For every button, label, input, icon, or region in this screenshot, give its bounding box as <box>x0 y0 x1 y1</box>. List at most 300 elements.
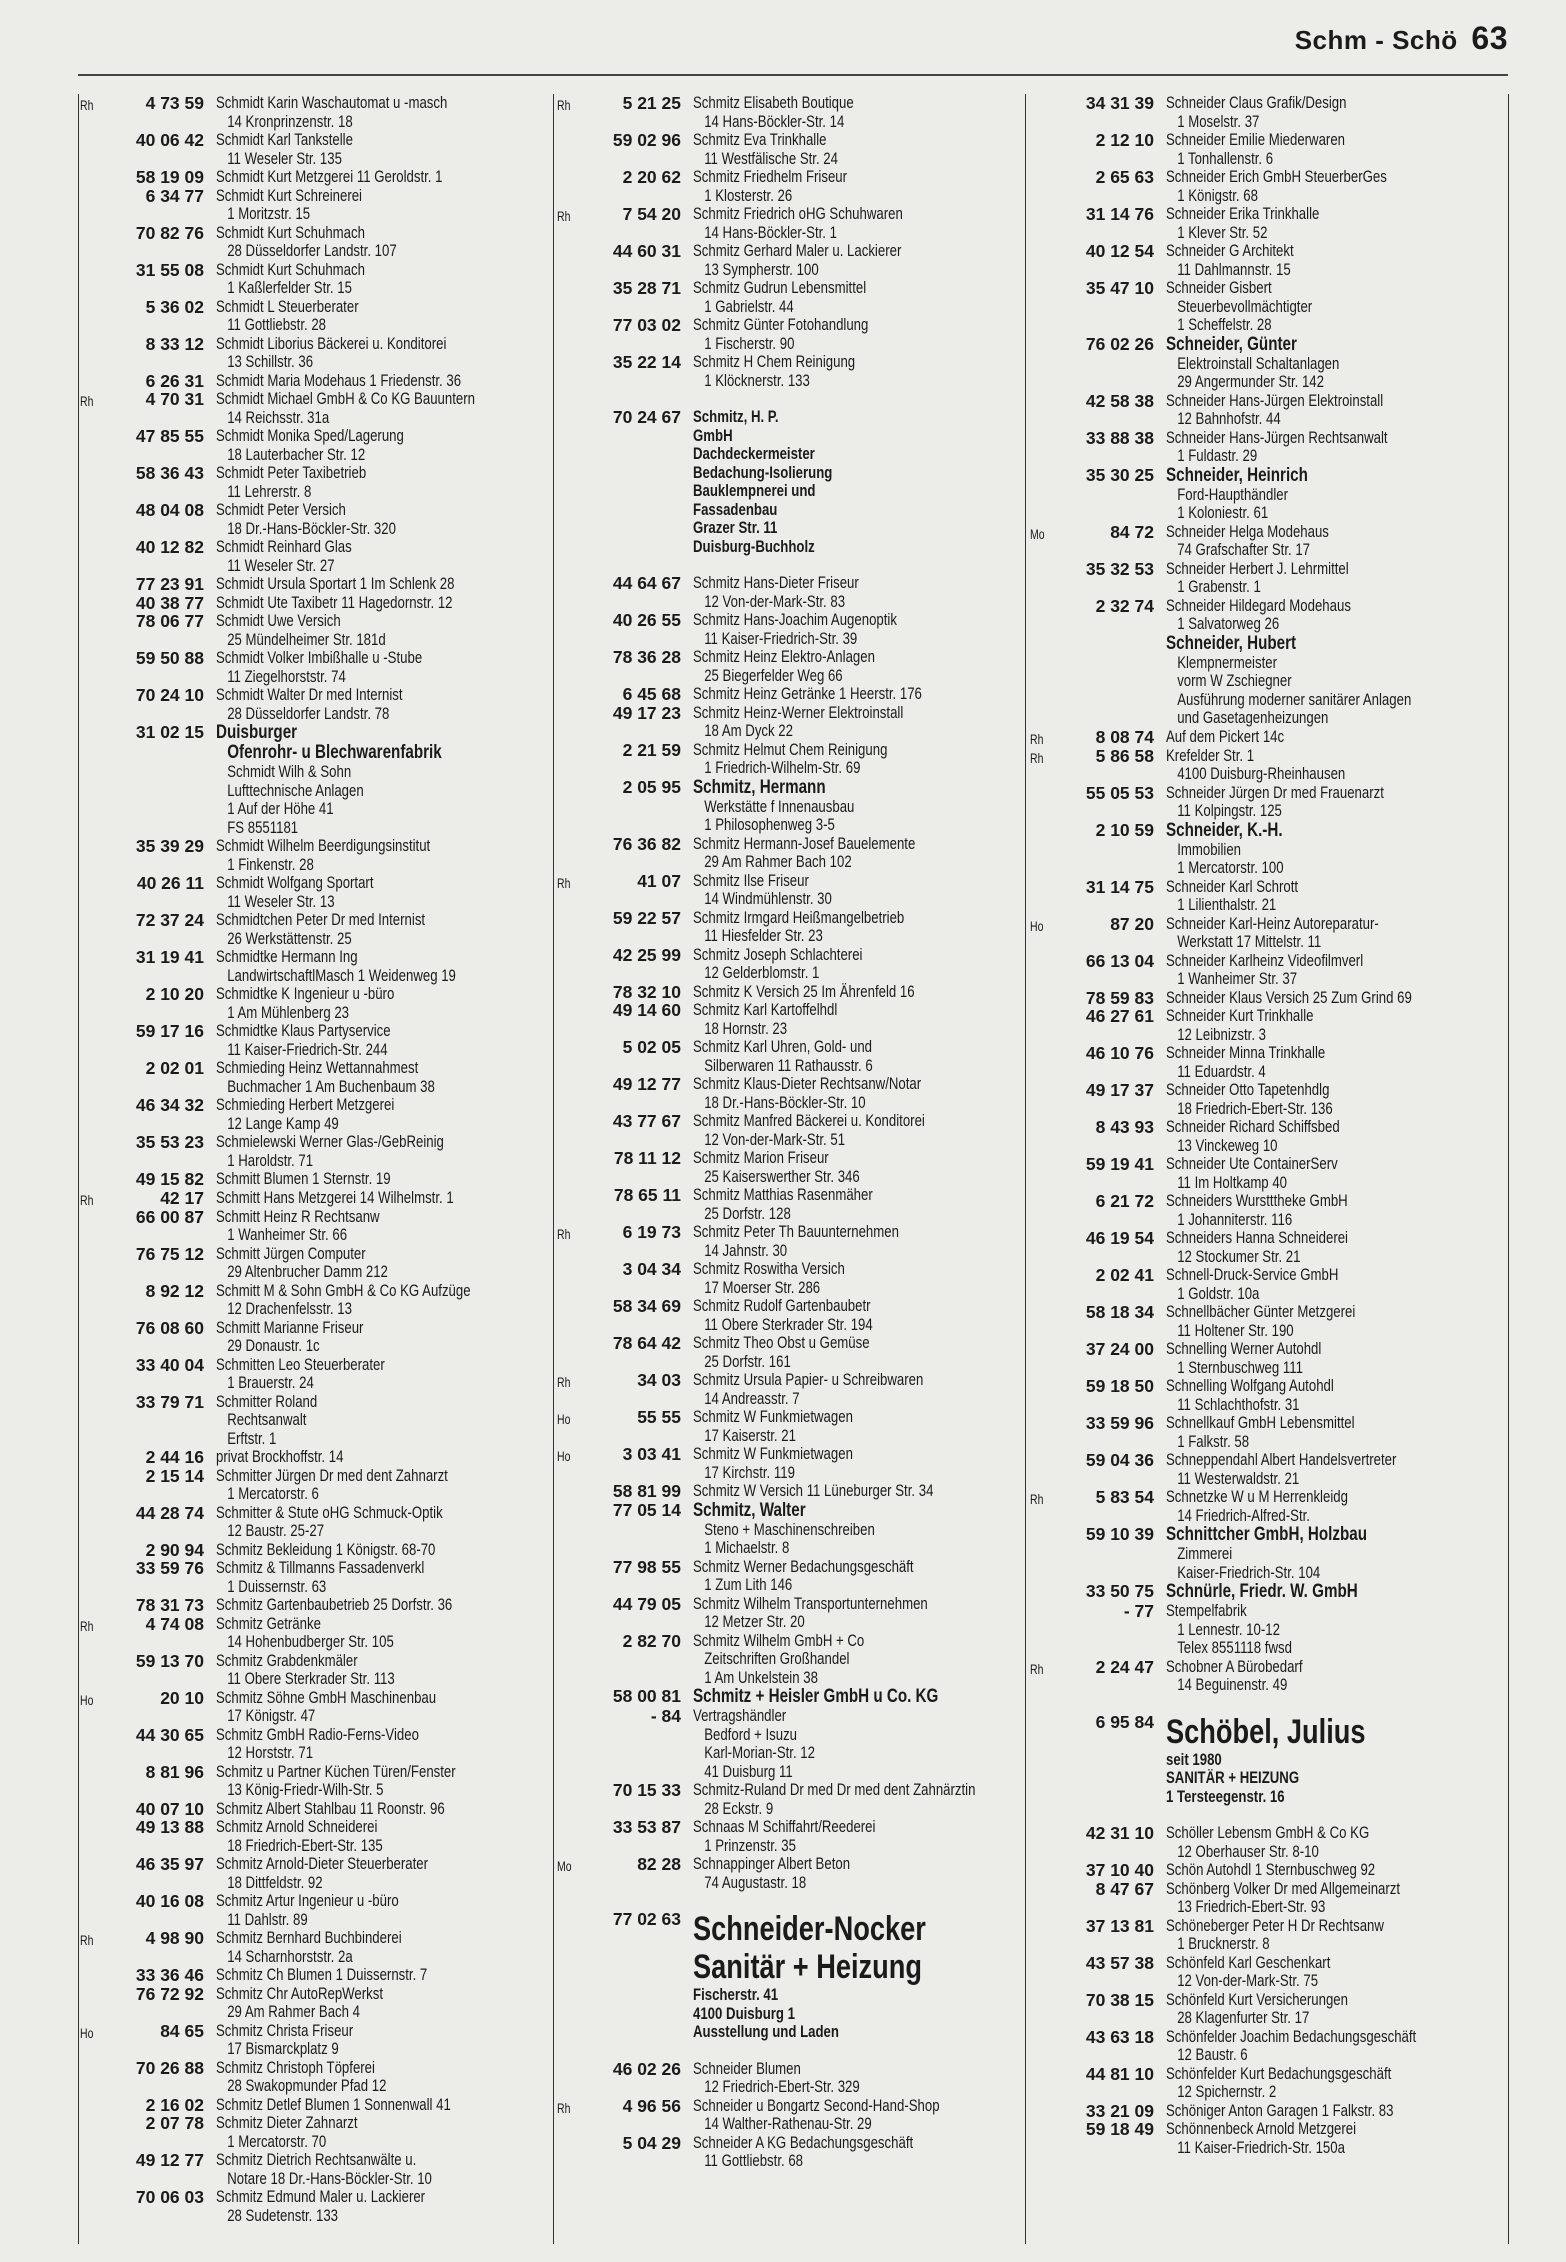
directory-entry <box>1030 2120 1490 2157</box>
entry-text <box>693 1707 1017 1781</box>
entry-text <box>693 1818 1017 1855</box>
area-code <box>1030 1880 1050 1917</box>
entry-text <box>216 837 540 874</box>
entry-name: Schmitt Blumen 1 Sternstr. 19 <box>216 1170 391 1188</box>
entry-name: Schmitz Ch Blumen 1 Duissernstr. 7 <box>216 1966 428 1984</box>
entry-detail: 29 Am Rahmer Bach 4 <box>227 2003 360 2021</box>
entry-detail: 18 Friedrich-Ebert-Str. 135 <box>227 1836 383 1855</box>
directory-entry <box>557 1075 1017 1112</box>
phone-number: 35 30 25 <box>1085 464 1154 485</box>
phone-number: 82 28 <box>637 1854 681 1874</box>
area-code: Ho <box>557 1411 571 1427</box>
entry-name: Schmidtchen Peter Dr med Internist <box>216 911 426 929</box>
area-code <box>1030 634 1050 728</box>
directory-entry <box>557 1408 1017 1445</box>
entry-detail: 12 Spichernstr. 2 <box>1177 2083 1277 2101</box>
entry-text <box>216 501 540 538</box>
entry-text <box>216 538 540 575</box>
entry-detail: 12 Bahnhofstr. 44 <box>1177 410 1281 428</box>
entry-text <box>216 224 540 261</box>
area-code <box>80 298 100 335</box>
entry-name: Schneider Ute ContainerServ <box>1166 1155 1338 1173</box>
area-code <box>80 372 100 391</box>
directory-entry <box>80 911 540 948</box>
entry-detail: 1 Mercatorstr. 100 <box>1177 859 1284 877</box>
phone-number: 8 92 12 <box>145 1280 204 1301</box>
area-code <box>557 574 577 611</box>
phone-number: 59 02 96 <box>612 130 681 150</box>
entry-name: Schmitz u Partner Küchen Türen/Fenster <box>216 1762 456 1781</box>
entry-detail: 1 Salvatorweg 26 <box>1177 615 1280 633</box>
entry-detail: 1 Grabenstr. 1 <box>1177 578 1261 596</box>
entry-text <box>1166 1954 1490 1991</box>
area-code <box>1030 1582 1050 1602</box>
directory-entry <box>557 1038 1017 1075</box>
entry-detail: 1 Goldstr. 10a <box>1177 1284 1260 1303</box>
area-code <box>80 1282 100 1319</box>
phone-number: 40 26 55 <box>612 610 681 630</box>
directory-entry <box>557 1001 1017 1038</box>
area-code <box>1030 1044 1050 1081</box>
phone-number: 2 90 94 <box>145 1539 204 1560</box>
directory-entry <box>80 1319 540 1356</box>
entry-text <box>1166 131 1490 168</box>
directory-entry <box>1030 2065 1490 2102</box>
entry-text <box>216 874 540 911</box>
phone-number: 46 27 61 <box>1085 1006 1154 1026</box>
entry-text <box>216 1133 540 1170</box>
directory-entry <box>557 1632 1017 1688</box>
entry-detail: 11 Lehrerstr. 8 <box>227 482 312 501</box>
phone-number: 78 64 42 <box>612 1333 681 1353</box>
entry-name: Schmitz Dietrich Rechtsanwälte u. <box>216 2151 417 2169</box>
entry-text <box>693 353 1017 390</box>
phone-number: 33 88 38 <box>1085 427 1154 448</box>
area-code <box>557 1149 577 1186</box>
phone-number: 58 81 99 <box>612 1481 681 1501</box>
phone-number: 6 21 72 <box>1095 1191 1154 1211</box>
area-code <box>1030 2102 1050 2121</box>
entry-text <box>216 1059 540 1096</box>
entry-detail: 14 Jahnstr. 30 <box>704 1241 788 1260</box>
entry-detail: 11 Dahlstr. 89 <box>227 1910 308 1929</box>
phone-number: 43 63 18 <box>1085 2026 1154 2047</box>
entry-detail: 28 Eckstr. 9 <box>704 1799 774 1818</box>
entry-name: Schmidtke Klaus Partyservice <box>216 1022 391 1040</box>
area-code <box>80 837 100 874</box>
area-code <box>557 648 577 685</box>
entry-name: Schnellkauf GmbH Lebensmittel <box>1166 1414 1355 1432</box>
directory-entry <box>1030 1991 1490 2028</box>
entry-text <box>216 2151 540 2188</box>
directory-entry <box>80 298 540 335</box>
entry-name: Schmieding Heinz Wettannahmest <box>216 1059 419 1077</box>
entry-detail: Duisburg-Buchholz <box>693 537 815 556</box>
entry-text <box>216 1800 540 1819</box>
entry-name: Schmitz Artur Ingenieur u -büro <box>216 1892 399 1910</box>
entry-text <box>693 1260 1017 1297</box>
area-code <box>80 874 100 911</box>
area-code <box>80 1892 100 1929</box>
entry-detail: Fischerstr. 41 <box>693 1986 779 2004</box>
phone-number: 72 37 24 <box>135 910 204 930</box>
entry-detail: 1 Tonhallenstr. 6 <box>1177 149 1274 168</box>
entry-name: Schneider-Nocker <box>693 1910 926 1948</box>
phone-number: 76 72 92 <box>135 1983 204 2004</box>
entry-detail: 12 Horststr. 71 <box>227 1744 314 1762</box>
entry-spacer <box>557 390 1017 408</box>
phone-number: 49 14 60 <box>612 1000 681 1020</box>
entry-detail: 14 Hans-Böckler-Str. 14 <box>704 112 845 131</box>
entry-text <box>1166 335 1490 392</box>
entry-name: Schmitz-Ruland Dr med Dr med dent Zahnärztin <box>693 1781 976 1799</box>
entry-name: Stempelfabrik <box>1166 1602 1247 1620</box>
phone-number: 44 30 65 <box>135 1724 204 1745</box>
entry-detail: Schmidt Wilh & Sohn <box>227 763 352 781</box>
entry-detail: 1 Mercatorstr. 6 <box>227 1485 319 1503</box>
entry-detail: 13 König-Friedr-Wilh-Str. 5 <box>227 1781 384 1799</box>
area-code <box>557 1334 577 1371</box>
area-code <box>557 983 577 1002</box>
area-code <box>80 1596 100 1615</box>
phone-number: 31 19 41 <box>135 947 204 967</box>
entry-detail: 14 Hans-Böckler-Str. 1 <box>704 223 837 242</box>
directory-entry <box>80 1652 540 1689</box>
area-code <box>1030 1155 1050 1192</box>
entry-text <box>693 1910 1017 2042</box>
entry-detail: 12 Von-der-Mark-Str. 83 <box>704 592 846 611</box>
entry-name: Schneider Erich GmbH SteuerberGes <box>1166 168 1387 186</box>
entry-detail: Zeitschriften Großhandel <box>704 1650 850 1668</box>
entry-name: Schmitz K Versich 25 Im Ährenfeld 16 <box>693 982 915 1001</box>
entry-text <box>216 1208 540 1245</box>
directory-entry <box>80 538 540 575</box>
entry-name: Schmitz W Versich 11 Lüneburger Str. 34 <box>693 1482 934 1500</box>
phone-number: 44 28 74 <box>135 1502 204 1523</box>
entry-text <box>1166 1991 1490 2028</box>
entry-text <box>216 390 540 427</box>
area-code <box>80 538 100 575</box>
phone-number: 8 08 74 <box>1095 726 1154 747</box>
directory-entry <box>80 1726 540 1763</box>
entry-text <box>693 1632 1017 1688</box>
entry-text <box>1166 1340 1490 1377</box>
area-code <box>1030 560 1050 597</box>
directory-entry <box>557 778 1017 835</box>
entry-name: Schneider G Architekt <box>1166 242 1294 260</box>
phone-number: 35 53 23 <box>135 1132 204 1152</box>
area-code <box>557 353 577 390</box>
directory-entry <box>1030 242 1490 279</box>
entry-name: Schmitter & Stute oHG Schmuck-Optik <box>216 1503 443 1522</box>
phone-number: 4 98 90 <box>145 1928 204 1948</box>
entry-text <box>1166 1229 1490 1266</box>
entry-text <box>216 1467 540 1504</box>
entry-name: Schnittcher GmbH, Holzbau <box>1166 1524 1367 1545</box>
entry-text <box>693 1595 1017 1632</box>
entry-detail: 11 Eduardstr. 4 <box>1177 1062 1266 1081</box>
area-code <box>1030 242 1050 279</box>
entry-name: Schmidt Maria Modehaus 1 Friedenstr. 36 <box>216 371 462 390</box>
directory-entry <box>1030 878 1490 915</box>
area-code: Rh <box>557 2099 571 2116</box>
entry-text <box>216 335 540 372</box>
advertisement-entry <box>1030 1713 1490 1807</box>
phone-number: 2 24 47 <box>1095 1656 1154 1677</box>
phone-number: 70 24 67 <box>612 407 681 427</box>
phone-number: 6 95 84 <box>1095 1711 1154 1732</box>
entry-name: Schmitz Getränke <box>216 1614 321 1633</box>
entry-name: Schmitz Dieter Zahnarzt <box>216 2114 358 2132</box>
area-code: Rh <box>557 208 571 224</box>
entry-name: Schmitz Christoph Töpferei <box>216 2058 375 2077</box>
entry-name: Schönfeld Kurt Versicherungen <box>1166 1990 1348 2009</box>
entry-text <box>693 946 1017 983</box>
area-code <box>557 1781 577 1818</box>
entry-name: Schmitt Jürgen Computer <box>216 1244 366 1263</box>
area-code <box>557 704 577 741</box>
entry-name: Schmitz Friedrich oHG Schuhwaren <box>693 205 903 223</box>
area-code <box>1030 1917 1050 1954</box>
entry-name: Schmitt M & Sohn GmbH & Co KG Aufzüge <box>216 1281 471 1300</box>
area-code <box>557 1558 577 1595</box>
entry-text <box>1166 821 1490 878</box>
entry-text <box>1166 1861 1490 1880</box>
entry-text <box>216 1189 540 1208</box>
phone-number: 33 36 46 <box>135 1965 204 1985</box>
area-code <box>1030 1861 1050 1880</box>
entry-text <box>693 872 1017 909</box>
entry-name: Schmitz, Hermann <box>693 776 826 798</box>
entry-detail: Ausstellung und Laden <box>693 2023 839 2041</box>
directory-entry <box>557 2060 1017 2097</box>
entry-name: Schmidt Peter Versich <box>216 501 346 519</box>
phone-number: 6 45 68 <box>622 684 681 704</box>
area-code <box>1030 1525 1050 1582</box>
entry-detail: 14 Walther-Rathenau-Str. 29 <box>704 2115 872 2133</box>
area-code: Rh <box>80 393 94 409</box>
directory-entry <box>80 649 540 686</box>
directory-entry <box>80 390 540 427</box>
entry-text <box>216 1818 540 1855</box>
area-code <box>80 131 100 168</box>
entry-detail: 29 Angermunder Str. 142 <box>1177 373 1324 391</box>
phone-number: 5 02 05 <box>622 1037 681 1057</box>
column-divider <box>1508 94 1509 2244</box>
entry-detail: 1 Sternbuschweg 111 <box>1177 1358 1303 1377</box>
entry-text <box>1166 392 1490 429</box>
directory-entry <box>80 1096 540 1133</box>
area-code <box>80 1059 100 1096</box>
area-code <box>1030 821 1050 878</box>
area-code <box>1030 989 1050 1008</box>
entry-name: Schmitz Chr AutoRepWerkst <box>216 1984 384 2003</box>
directory-entry <box>1030 1658 1490 1695</box>
advertisement-entry <box>557 408 1017 556</box>
entry-text <box>693 1297 1017 1334</box>
entry-name: Schneider Minna Trinkhalle <box>1166 1044 1326 1062</box>
area-code <box>1030 952 1050 989</box>
entry-name: privat Brockhoffstr. 14 <box>216 1448 344 1466</box>
entry-text <box>216 298 540 335</box>
phone-number: 4 96 56 <box>622 2095 681 2116</box>
area-code: Rh <box>80 1617 94 1634</box>
entry-text <box>693 1482 1017 1501</box>
entry-text <box>216 1245 540 1282</box>
area-code: Rh <box>80 1932 94 1948</box>
directory-entry <box>80 261 540 298</box>
directory-entry <box>1030 1377 1490 1414</box>
directory-entry <box>80 1541 540 1560</box>
phone-number: 58 36 43 <box>135 463 204 483</box>
directory-entry <box>1030 2028 1490 2065</box>
phone-number: 2 07 78 <box>145 2113 204 2133</box>
area-code <box>80 1559 100 1596</box>
entry-detail: 18 Friedrich-Ebert-Str. 136 <box>1177 1099 1333 1118</box>
phone-number: 2 20 62 <box>622 167 681 187</box>
entry-name: Schmidt Walter Dr med Internist <box>216 686 403 704</box>
entry-spacer <box>1030 1806 1490 1824</box>
directory-entry <box>1030 1303 1490 1340</box>
entry-name: Schneider Richard Schiffsbed <box>1166 1118 1340 1136</box>
entry-name: Schmitz Helmut Chem Reinigung <box>693 740 888 759</box>
entry-detail: 1 Scheffelstr. 28 <box>1177 316 1272 334</box>
entry-text <box>1166 1007 1490 1044</box>
directory-entry <box>1030 1488 1490 1525</box>
phone-number: 70 15 33 <box>612 1780 681 1800</box>
directory-entry <box>80 2096 540 2115</box>
directory-entry <box>1030 747 1490 784</box>
entry-name: Schneider A KG Bedachungsgeschäft <box>693 2133 914 2152</box>
entry-text <box>1166 2065 1490 2102</box>
entry-text <box>693 611 1017 648</box>
phone-number: 2 10 20 <box>145 984 204 1004</box>
phone-number: 31 55 08 <box>135 259 204 280</box>
entry-spacer <box>557 556 1017 574</box>
phone-number: 41 07 <box>637 870 681 891</box>
entry-detail: Werkstätte f Innenausbau <box>704 797 855 816</box>
entry-name: Schmidt Reinhard Glas <box>216 538 352 556</box>
phone-number <box>1068 634 1154 728</box>
area-code: Rh <box>1030 749 1044 766</box>
header-rule <box>78 74 1508 76</box>
area-code: Rh <box>557 1226 571 1242</box>
entry-detail: 12 Lange Kamp 49 <box>227 1114 339 1133</box>
entry-name: Schmitz W Funkmietwagen <box>693 1408 853 1426</box>
entry-name: Schmidt Wolfgang Sportart <box>216 874 374 892</box>
area-code <box>1030 597 1050 634</box>
directory-entry <box>80 224 540 261</box>
area-code <box>557 279 577 316</box>
entry-name: Schmitz Rudolf Gartenbaubetr <box>693 1297 871 1315</box>
phone-number: 2 82 70 <box>622 1630 681 1651</box>
entry-name: Schmidt Wilhelm Beerdigungsinstitut <box>216 837 431 855</box>
entry-name: Schmidt Kurt Schuhmach <box>216 260 365 279</box>
phone-number: 55 55 <box>637 1407 681 1427</box>
entry-text <box>216 2114 540 2151</box>
phone-number: 59 22 57 <box>612 907 681 928</box>
entry-detail: GmbH <box>693 426 733 445</box>
entry-detail: Buchmacher 1 Am Buchenbaum 38 <box>227 1077 435 1096</box>
area-code: Rh <box>557 1374 571 1390</box>
entry-text <box>693 2134 1017 2171</box>
phone-number: 2 21 59 <box>622 739 681 760</box>
directory-entry <box>80 1189 540 1208</box>
entry-text <box>693 1687 1017 1707</box>
entry-name: Schmitz Bekleidung 1 Königstr. 68-70 <box>216 1540 436 1559</box>
entry-text <box>216 131 540 168</box>
phone-number: 8 33 12 <box>145 333 204 354</box>
entry-detail: 11 Holtener Str. 190 <box>1177 1321 1294 1340</box>
entry-detail: 11 Obere Sterkrader Str. 194 <box>704 1315 873 1334</box>
entry-text <box>216 94 540 131</box>
entry-detail: 12 Von-der-Mark-Str. 75 <box>1177 1972 1319 1990</box>
entry-detail: 1 Lennestr. 10-12 <box>1177 1620 1280 1639</box>
entry-text <box>693 94 1017 131</box>
entry-detail: 1 Duissernstr. 63 <box>227 1577 327 1596</box>
entry-name: Schneider Otto Tapetenhdlg <box>1166 1081 1330 1099</box>
entry-text <box>1166 1155 1490 1192</box>
column-divider <box>553 94 554 2244</box>
directory-entry <box>1030 1081 1490 1118</box>
directory-entry <box>557 1297 1017 1334</box>
entry-text <box>1166 784 1490 821</box>
entry-detail: 12 Baustr. 25-27 <box>227 1522 325 1540</box>
entry-text <box>693 1149 1017 1186</box>
entry-detail: 11 Im Holtkamp 40 <box>1177 1173 1288 1192</box>
entry-detail: 1 Am Unkelstein 38 <box>704 1668 818 1687</box>
entry-detail: 14 Kronprinzenstr. 18 <box>227 112 353 131</box>
entry-name: Duisburger <box>216 722 298 743</box>
directory-entry <box>1030 634 1490 728</box>
entry-text <box>693 205 1017 242</box>
entry-detail: 1 Falkstr. 58 <box>1177 1432 1250 1451</box>
entry-text <box>216 372 540 391</box>
entry-detail: 28 Klagenfurter Str. 17 <box>1177 2009 1310 2027</box>
area-code <box>557 1632 577 1688</box>
entry-text <box>216 948 540 985</box>
entry-name: Schmitz Matthias Rasenmäher <box>693 1186 873 1204</box>
entry-name: Schmidt Michael GmbH & Co KG Bauuntern <box>216 390 475 408</box>
phone-number: 49 17 37 <box>1085 1080 1154 1100</box>
entry-detail: 12 Leibnizstr. 3 <box>1177 1025 1266 1044</box>
entry-name: Schöller Lebensm GmbH & Co KG <box>1166 1824 1370 1842</box>
entry-text <box>1166 2028 1490 2065</box>
phone-number: 33 59 96 <box>1085 1413 1154 1433</box>
phone-number: 46 10 76 <box>1085 1043 1154 1063</box>
entry-detail: Steuerbevollmächtigter <box>1177 297 1313 316</box>
phone-number: 70 82 76 <box>135 222 204 243</box>
entry-detail: 13 Sympherstr. 100 <box>704 260 819 279</box>
phone-number: 84 65 <box>160 2020 204 2041</box>
area-code <box>1030 1991 1050 2028</box>
area-code <box>557 835 577 872</box>
phone-number: 76 08 60 <box>135 1317 204 1338</box>
directory-entry <box>80 1245 540 1282</box>
entry-detail: 11 Kaiser-Friedrich-Str. 244 <box>227 1040 388 1059</box>
entry-name: Schneider Blumen <box>693 2059 801 2078</box>
entry-name: Schneider Erika Trinkhalle <box>1166 205 1320 223</box>
entry-name: Schmitz Theo Obst u Gemüse <box>693 1334 870 1352</box>
area-code <box>1030 335 1050 392</box>
phone-number: 77 98 55 <box>612 1556 681 1577</box>
directory-entry <box>80 131 540 168</box>
phone-number: 31 02 15 <box>135 722 204 742</box>
entry-detail: 14 Friedrich-Alfred-Str. <box>1177 1506 1310 1525</box>
directory-column-1 <box>80 94 540 2254</box>
directory-entry <box>557 648 1017 685</box>
phone-number: 49 12 77 <box>135 2150 204 2170</box>
